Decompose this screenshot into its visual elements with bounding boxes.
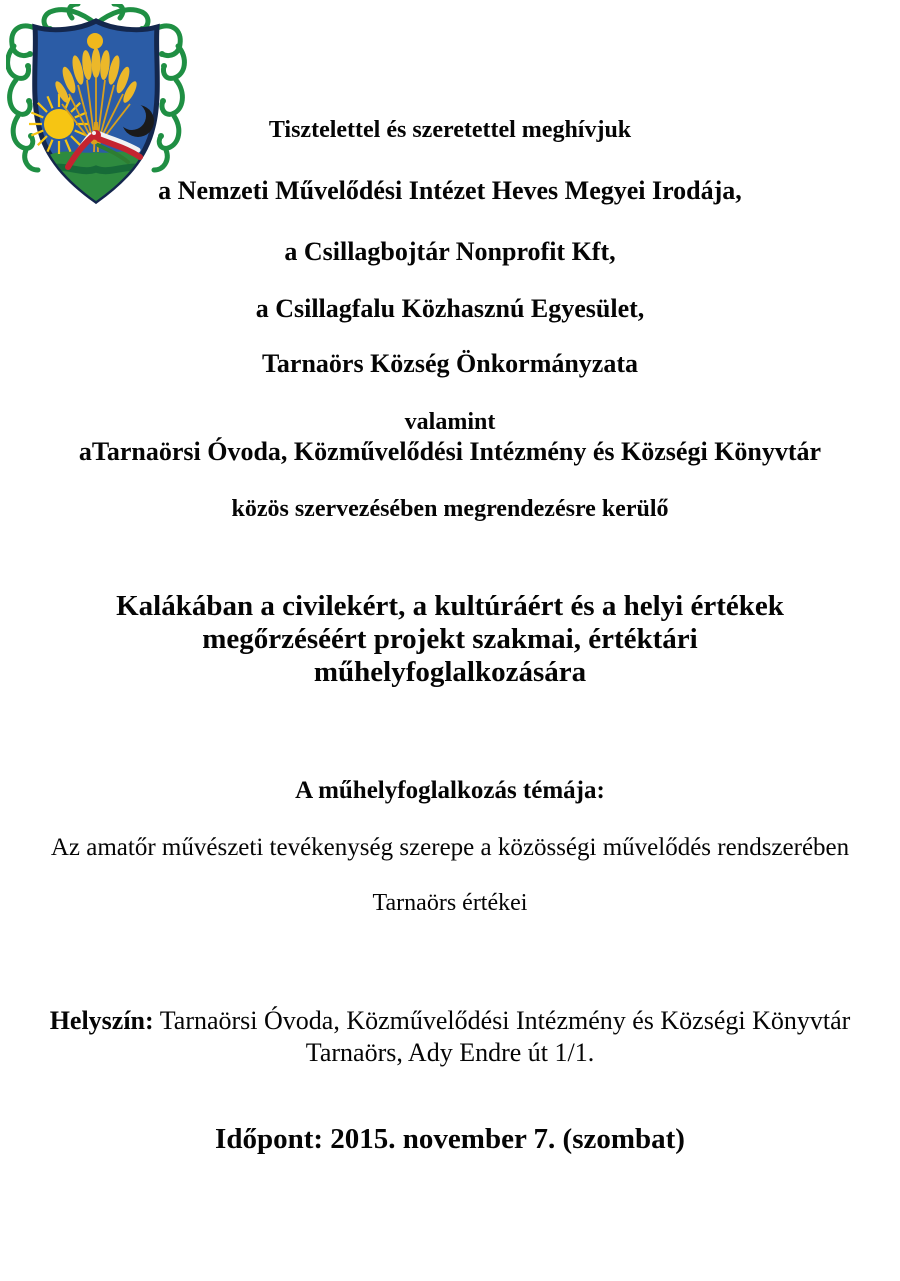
location-line: [0, 1005, 900, 1037]
event-title-line-1: Kalákában a civilekért, a kultúráért és a helyi értékek: [116, 590, 784, 622]
event-title-line-2: megőrzéséért projekt szakmai, értéktári: [202, 623, 698, 655]
conjunction-line: valamint: [404, 409, 496, 435]
final-organizer-line: aTarnaörsi Óvoda, Közművelődési Intézmény és Községi Könyvtár: [78, 437, 822, 466]
topic-heading: A műhelyfoglalkozás témája:: [295, 777, 605, 804]
organizer-line-1: a Nemzeti Művelődési Intézet Heves Megyei Irodája,: [158, 176, 742, 205]
event-title: [0, 590, 900, 689]
location-address: Tarnaörs, Ady Endre út 1/1.: [305, 1038, 595, 1067]
organizer-line-4: Tarnaörs Község Önkormányzata: [261, 349, 639, 378]
topic-item-1: Az amatőr művészeti tevékenység szerepe a közösségi művelődés rendszerében: [50, 834, 850, 861]
location-value: Tarnaörsi Óvoda, Közművelődési Intézmény és Községi Könyvtár: [153, 1006, 851, 1035]
event-title-line-3: műhelyfoglalkozására: [313, 656, 587, 688]
location-block: [0, 1005, 900, 1069]
topic-item-2: Tarnaörs értékei: [372, 890, 528, 916]
event-intro-line: közös szervezésében megrendezésre kerülő: [231, 496, 669, 522]
greeting-line: Tisztelettel és szeretettel meghívjuk: [268, 117, 632, 143]
organizer-line-3: a Csillagfalu Közhasznú Egyesület,: [255, 294, 645, 323]
datetime-line: Időpont: 2015. november 7. (szombat): [215, 1123, 685, 1155]
location-label: Helyszín:: [49, 1006, 154, 1035]
organizer-line-2: a Csillagbojtár Nonprofit Kft,: [284, 237, 616, 266]
